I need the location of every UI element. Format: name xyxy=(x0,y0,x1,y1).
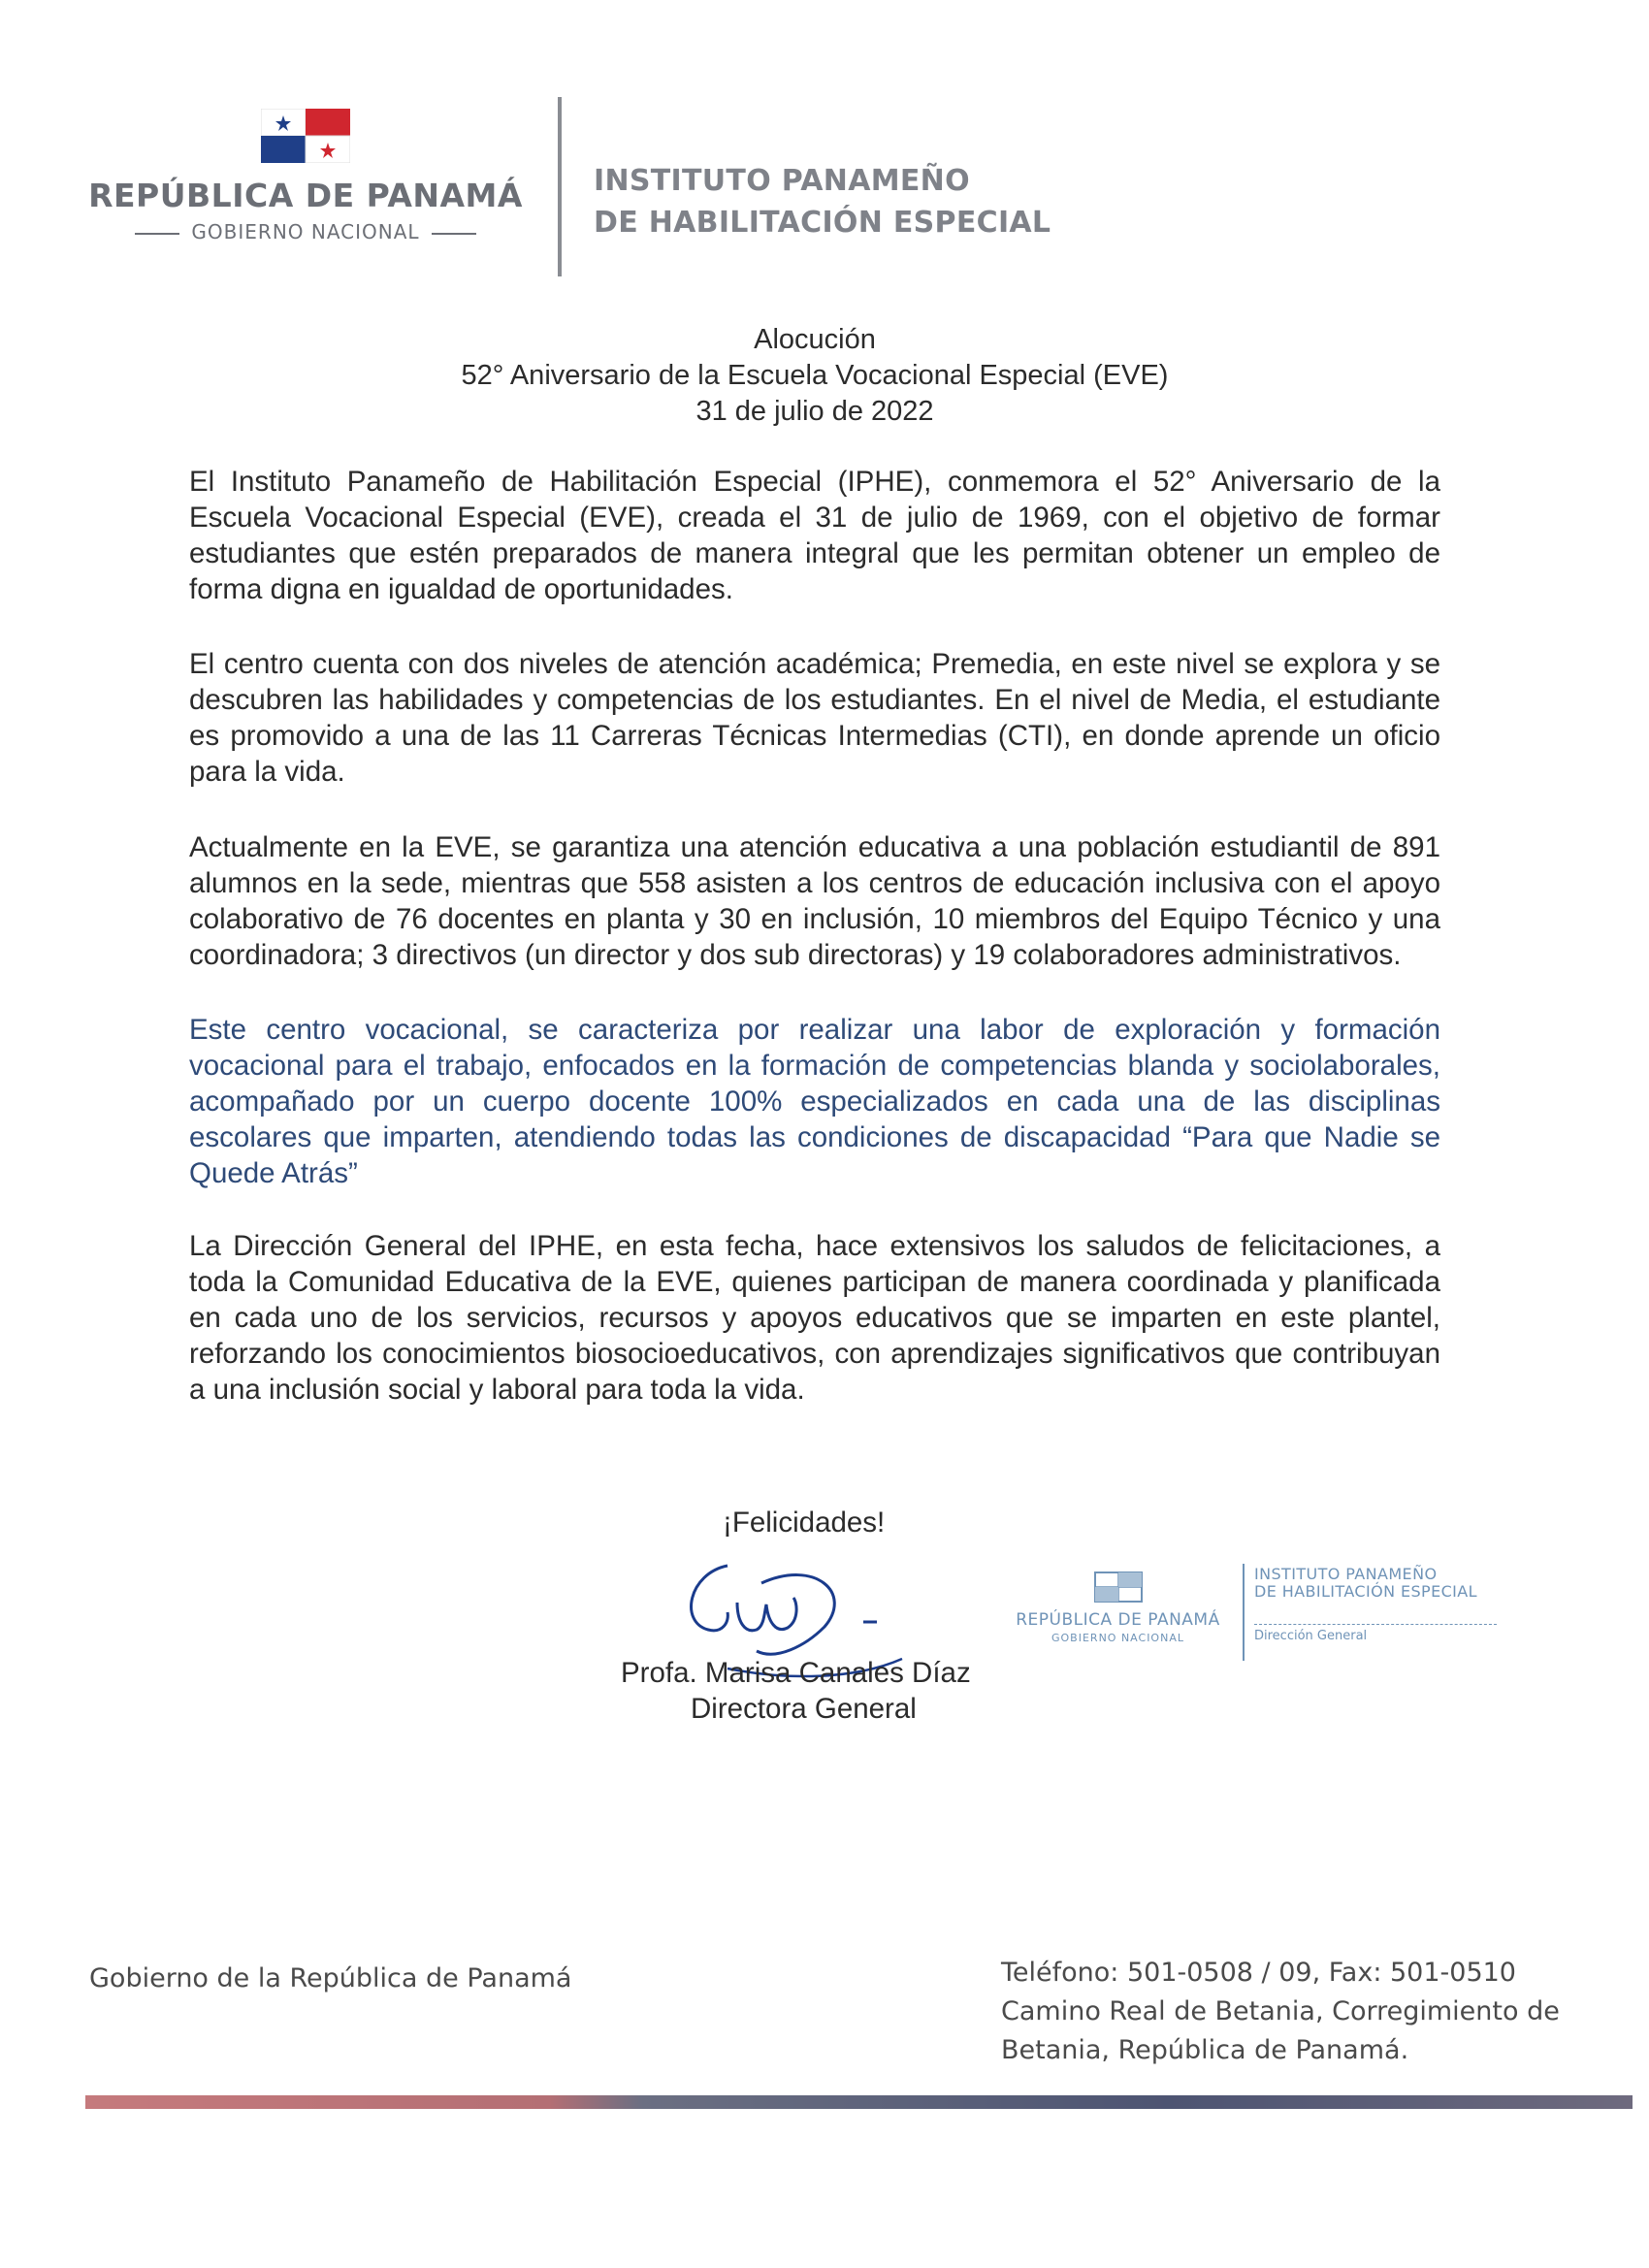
stamp-government xyxy=(994,1571,1242,1644)
footer-address-line1: Camino Real de Betania, Corregimiento de xyxy=(1001,1996,1560,2026)
letterhead-government-line xyxy=(78,220,534,243)
paragraph-1: El Instituto Panameño de Habilitación Especial (IPHE), conmemora el 52° Aniversario de la Escuela Vocacional Especial (EVE), creada el 31 de julio de 1969, con el objetivo de formar estudiantes que estén preparados de manera integral que les permitan obtener un empleo de forma digna en igualdad de oportunidades. xyxy=(189,466,1440,605)
document-body xyxy=(189,464,1440,1446)
institute-name-line2: DE HABILITACIÓN ESPECIAL xyxy=(594,206,1051,240)
closing-greeting: ¡Felicidades! xyxy=(723,1507,886,1539)
institute-name-line1: INSTITUTO PANAMEÑO xyxy=(594,164,970,198)
paragraph-4: Este centro vocacional, se caracteriza por realizar una labor de exploración y formación vocacional para el trabajo, enfocados en la formación de competencias blanda y sociolaborales, acompañado por un cuerpo docente 100% especializados en cada una de las disciplinas escolares que imparten, atendiendo todas las condiciones de discapacidad “Para que Nadie se Quede Atrás” xyxy=(189,1014,1440,1189)
stamp-country: REPÚBLICA DE PANAMÁ xyxy=(1016,1610,1220,1630)
letterhead-institute xyxy=(594,160,1051,243)
footer-phone: Teléfono: 501-0508 / 09, Fax: 501-0510 xyxy=(1001,1958,1516,1988)
footer-address-line2: Betania, República de Panamá. xyxy=(1001,2035,1409,2065)
letterhead-government: GOBIERNO NACIONAL xyxy=(191,220,420,243)
stamp-institute-line2: DE HABILITACIÓN ESPECIAL xyxy=(1254,1582,1477,1601)
heading-title: Alocución xyxy=(754,324,876,355)
stamp-government-text: GOBIERNO NACIONAL xyxy=(1051,1632,1184,1644)
stamp-institute xyxy=(1254,1566,1477,1601)
divider xyxy=(135,233,179,235)
paragraph-5: La Dirección General del IPHE, en esta fecha, hace extensivos los saludos de felicitaciones, a toda la Comunidad Educativa de la EVE, quienes participan de manera coordinada y planificada en cada uno de los servicios, recursos y apoyos educativos que se imparten en este plantel, reforzando los conocimientos biosocioeducativos, con aprendizajes significativos que contribuyan a una inclusión social y laboral para toda la vida. xyxy=(189,1230,1440,1406)
stamp-institute-line1: INSTITUTO PANAMEÑO xyxy=(1254,1565,1438,1583)
paragraph-2: El centro cuenta con dos niveles de atención académica; Premedia, en este nivel se explora y se descubren las habilidades y competencias de los estudiantes. En el nivel de Media, el estudiante es promovido a una de las 11 Carreras Técnicas Intermedias (CTI), en donde aprende un oficio para la vida. xyxy=(189,648,1440,788)
paragraph-3: Actualmente en la EVE, se garantiza una atención educativa a una población estudiantil de 891 alumnos en la sede, mientras que 558 asisten a los centros de educación inclusiva con el apoyo colaborativo de 76 docentes en planta y 30 en inclusión, 10 miembros del Equipo Técnico y una coordinadora; 3 directivos (un director y dos sub directoras) y 19 colaboradores administrativos. xyxy=(189,831,1440,971)
heading-subtitle: 52° Aniversario de la Escuela Vocacional Especial (EVE) xyxy=(461,360,1169,391)
letterhead-separator xyxy=(558,97,562,276)
footer-color-bar xyxy=(85,2095,1633,2109)
signer-title: Directora General xyxy=(691,1693,917,1725)
stamp-flag-icon xyxy=(1094,1571,1143,1603)
letterhead-government-logo xyxy=(78,109,534,243)
official-stamp xyxy=(994,1564,1537,1670)
footer-contact xyxy=(1001,1954,1560,2070)
stamp-separator xyxy=(1243,1564,1245,1661)
letterhead-country: REPÚBLICA DE PANAMÁ xyxy=(88,177,523,214)
document-heading xyxy=(194,322,1436,430)
heading-date: 31 de julio de 2022 xyxy=(695,396,934,427)
signer-name: Profa. Marisa Canales Díaz xyxy=(621,1657,971,1689)
footer-government: Gobierno de la República de Panamá xyxy=(89,1963,572,1993)
divider xyxy=(432,233,476,235)
stamp-department: Dirección General xyxy=(1254,1624,1497,1643)
panama-flag-icon xyxy=(261,109,350,163)
